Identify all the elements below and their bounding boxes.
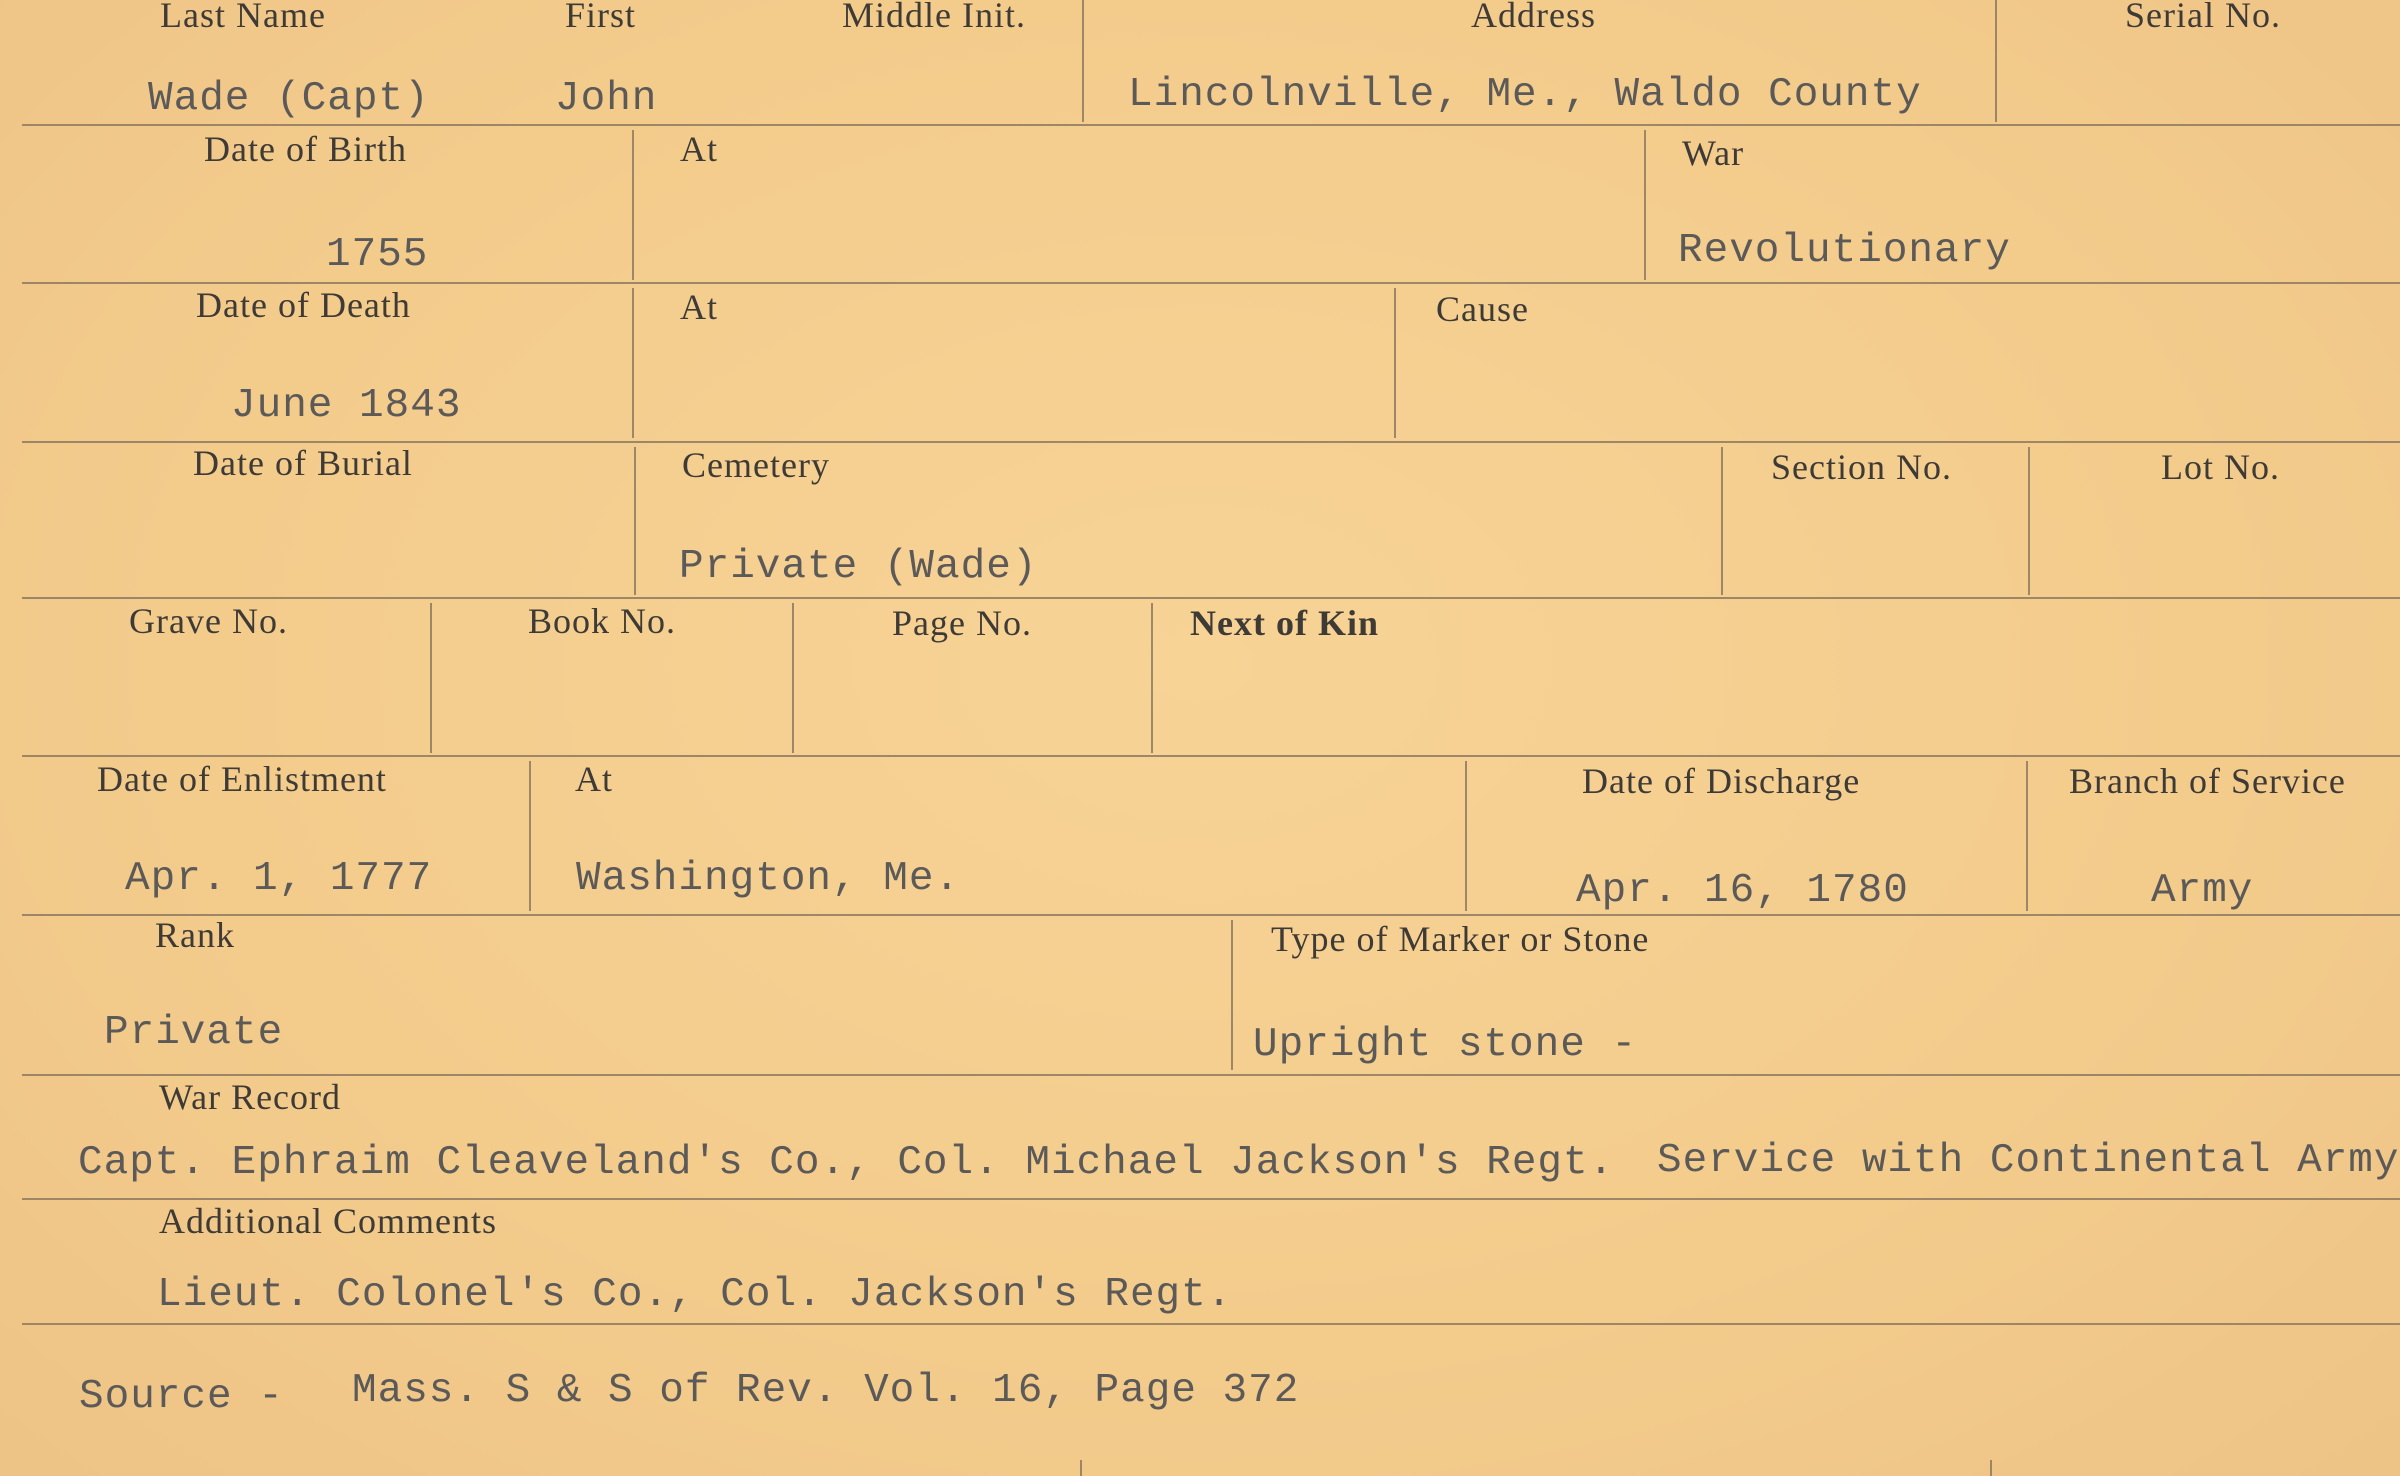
column-divider bbox=[1465, 761, 1467, 911]
column-divider bbox=[1644, 130, 1646, 280]
date-of-death-label: Date of Death bbox=[196, 285, 411, 325]
serial-no-label: Serial No. bbox=[2125, 0, 2281, 35]
branch-of-service-label: Branch of Service bbox=[2069, 761, 2346, 801]
row-divider bbox=[22, 597, 2400, 599]
cause-label: Cause bbox=[1436, 289, 1529, 329]
last-name-label: Last Name bbox=[160, 0, 326, 35]
column-divider bbox=[1151, 603, 1153, 753]
column-divider bbox=[1721, 447, 1723, 595]
page-no-label: Page No. bbox=[892, 603, 1032, 643]
book-no-label: Book No. bbox=[528, 601, 677, 641]
column-divider bbox=[2028, 447, 2030, 595]
source-label: Source - bbox=[79, 1374, 284, 1420]
date-of-discharge-label: Date of Discharge bbox=[1582, 761, 1861, 801]
grave-no-label: Grave No. bbox=[129, 601, 288, 641]
enlistment-place-label: At bbox=[575, 759, 613, 799]
rank-label: Rank bbox=[155, 915, 235, 955]
birth-place-label: At bbox=[680, 129, 718, 169]
date-of-death-value: June 1843 bbox=[231, 383, 462, 429]
branch-of-service-value: Army bbox=[2151, 868, 2254, 914]
date-of-birth-label: Date of Birth bbox=[204, 129, 407, 169]
address-value: Lincolnville, Me., Waldo County bbox=[1128, 72, 1922, 118]
section-no-label: Section No. bbox=[1771, 447, 1952, 487]
row-divider bbox=[22, 755, 2400, 757]
next-of-kin-label: Next of Kin bbox=[1190, 603, 1379, 643]
cemetery-value: Private (Wade) bbox=[679, 544, 1038, 590]
war-record-value: Capt. Ephraim Cleaveland's Co., Col. Michael Jackson's Regt. bbox=[78, 1140, 1615, 1186]
row-divider bbox=[22, 124, 2400, 126]
date-of-enlistment-value: Apr. 1, 1777 bbox=[125, 856, 433, 902]
column-divider bbox=[1082, 0, 1084, 122]
first-name-value: John bbox=[555, 76, 658, 122]
column-divider bbox=[1394, 288, 1396, 438]
column-divider bbox=[1231, 920, 1233, 1070]
lot-no-label: Lot No. bbox=[2161, 447, 2280, 487]
column-divider bbox=[632, 288, 634, 438]
row-divider bbox=[22, 1074, 2400, 1076]
middle-init-label: Middle Init. bbox=[842, 0, 1026, 35]
date-of-discharge-value: Apr. 16, 1780 bbox=[1576, 868, 1909, 914]
column-divider bbox=[632, 130, 634, 280]
cemetery-label: Cemetery bbox=[682, 445, 830, 485]
rank-value: Private bbox=[104, 1010, 284, 1056]
column-divider bbox=[430, 603, 432, 753]
date-of-birth-value: 1755 bbox=[326, 232, 429, 278]
column-divider bbox=[1990, 1460, 1992, 1476]
last-name-value: Wade (Capt) bbox=[148, 76, 430, 122]
column-divider bbox=[634, 447, 636, 595]
column-divider bbox=[2026, 761, 2028, 911]
additional-comments-label: Additional Comments bbox=[159, 1201, 497, 1241]
type-of-marker-label: Type of Marker or Stone bbox=[1271, 919, 1650, 959]
additional-comments-value: Lieut. Colonel's Co., Col. Jackson's Regt. bbox=[157, 1272, 1233, 1318]
war-record-label: War Record bbox=[159, 1077, 342, 1117]
date-of-enlistment-label: Date of Enlistment bbox=[97, 759, 387, 799]
first-name-label: First bbox=[565, 0, 637, 35]
address-label: Address bbox=[1471, 0, 1596, 35]
column-divider bbox=[529, 761, 531, 911]
enlistment-place-value: Washington, Me. bbox=[576, 856, 961, 902]
death-place-label: At bbox=[680, 287, 718, 327]
column-divider bbox=[792, 603, 794, 753]
column-divider bbox=[1995, 0, 1997, 122]
war-value: Revolutionary bbox=[1678, 228, 2011, 274]
source-value: Mass. S & S of Rev. Vol. 16, Page 372 bbox=[352, 1368, 1300, 1414]
date-of-burial-label: Date of Burial bbox=[193, 443, 413, 483]
column-divider bbox=[1080, 1460, 1082, 1476]
row-divider bbox=[22, 914, 2400, 916]
war-record-service-value: Service with Continental Army bbox=[1657, 1138, 2400, 1184]
type-of-marker-value: Upright stone - bbox=[1253, 1022, 1638, 1068]
war-label: War bbox=[1682, 133, 1745, 173]
row-divider bbox=[22, 1323, 2400, 1325]
